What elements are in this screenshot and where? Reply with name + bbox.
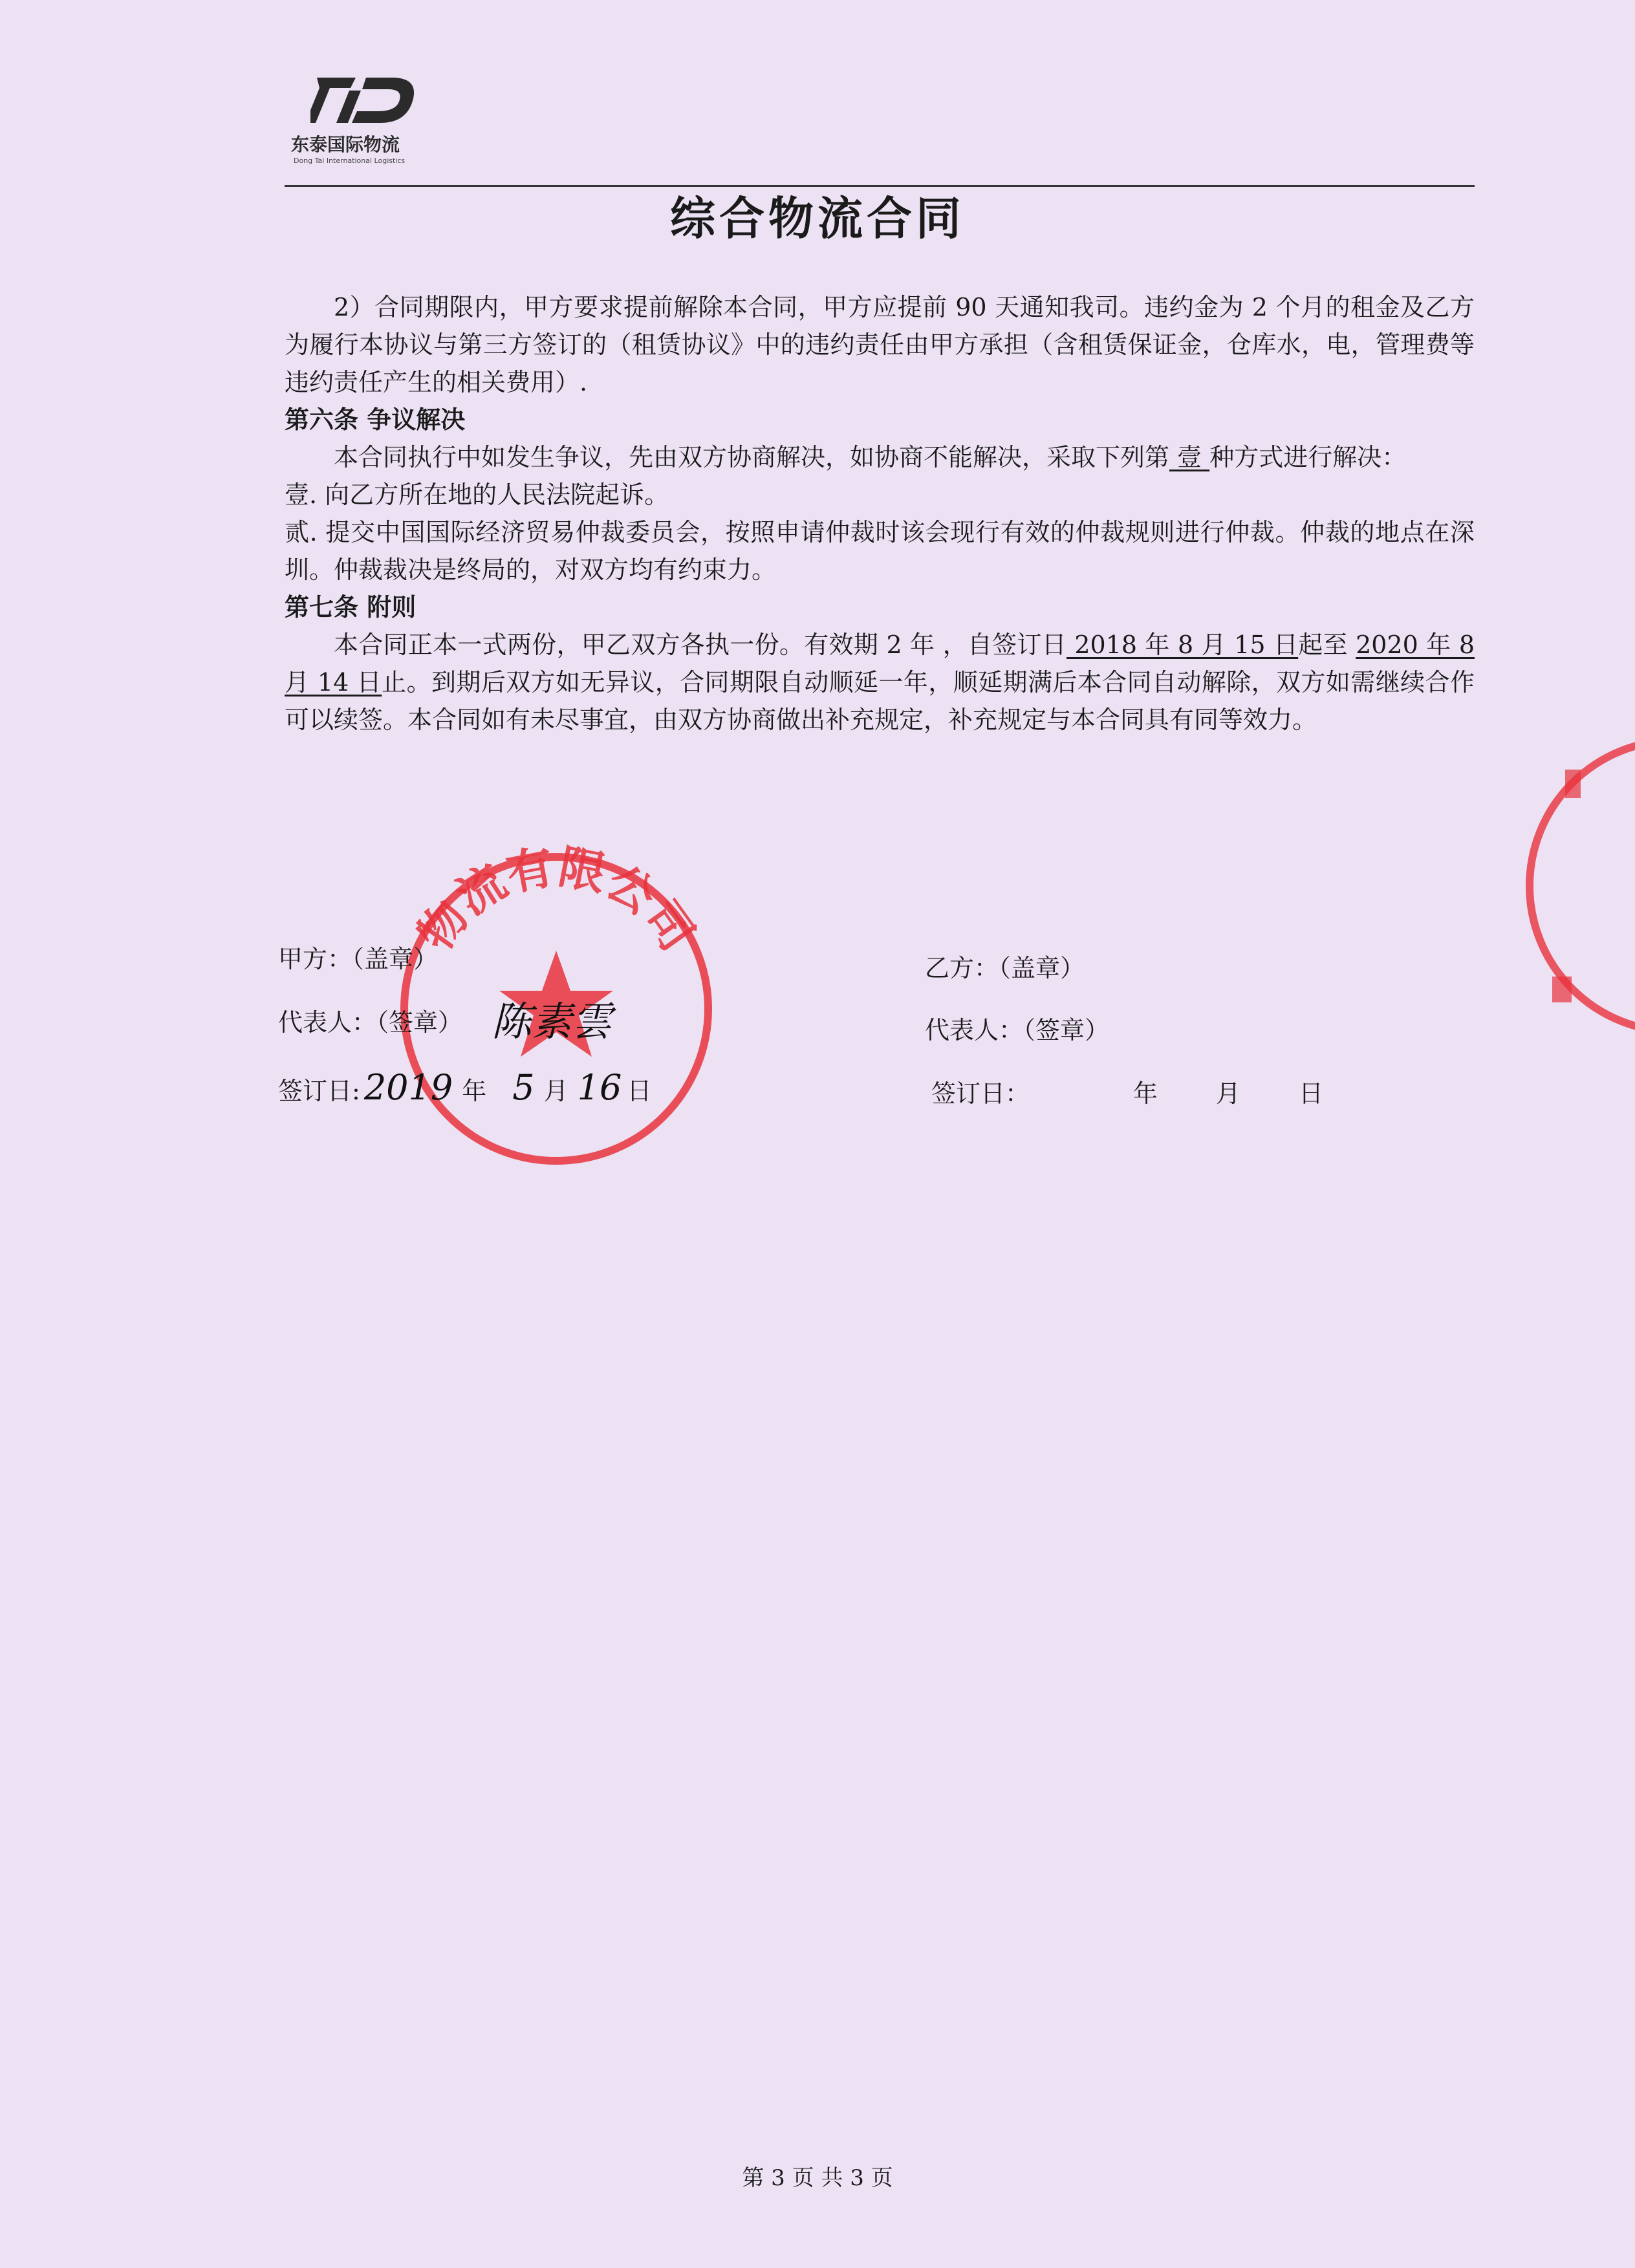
party-a-date-hand-day: 16 bbox=[577, 1067, 622, 1108]
clause6-heading: 第六条 争议解决 bbox=[285, 405, 466, 434]
clause6-option1: 壹. 向乙方所在地的人民法院起诉。 bbox=[285, 481, 669, 509]
clause6-intro bbox=[285, 438, 1475, 476]
party-b-date-year: 年 bbox=[1133, 1079, 1158, 1108]
logo-company-name-en: Dong Tai International Logistics bbox=[294, 157, 406, 165]
party-b-date-label: 签订日： bbox=[931, 1079, 1030, 1108]
clause7-text-b: 起至 bbox=[1298, 631, 1356, 659]
party-a-date-label: 签订日: bbox=[278, 1077, 360, 1105]
contract-body bbox=[285, 288, 1475, 739]
logo-company-name: 东泰国际物流 bbox=[291, 134, 400, 155]
clause5-item2: 2）合同期限内，甲方要求提前解除本合同，甲方应提前 90 天通知我司。违约金为 2 个月的租金及乙方为履行本协议与第三方签订的（租赁协议》中的违约责任由甲方承担（含租赁保证金，仓库水，电，管理费等违约责任产生的相关费用）. bbox=[285, 293, 1475, 396]
party-a-date-hand-month: 5 bbox=[512, 1067, 535, 1108]
party-b-date-day: 日 bbox=[1299, 1079, 1324, 1108]
party-a-date-month: 月 bbox=[543, 1077, 568, 1105]
clause7-start-date: 2018 年 8 月 15 日 bbox=[1067, 631, 1299, 659]
clause6-intro-text: 本合同执行中如发生争议，先由双方协商解决，如协商不能解决，采取下列第 bbox=[334, 443, 1170, 471]
party-a-date-day: 日 bbox=[627, 1077, 652, 1105]
party-a-rep-label: 代表人：（签章） bbox=[278, 1008, 463, 1037]
clause6-intro-text-end: 种方式进行解决： bbox=[1209, 443, 1407, 471]
clause7-text-a: 本合同正本一式两份，甲乙双方各执一份。有效期 2 年 ，自签订日 bbox=[334, 631, 1067, 659]
party-a-date bbox=[278, 1067, 651, 1108]
company-logo bbox=[291, 71, 433, 175]
party-b-rep-label: 代表人：（签章） bbox=[925, 1016, 1110, 1044]
clause6-option2: 贰. 提交中国国际经济贸易仲裁委员会，按照申请仲裁时该会现行有效的仲裁规则进行仲裁。仲裁的地点在深圳。仲裁裁决是终局的，对双方均有约束力。 bbox=[285, 518, 1475, 584]
party-a-label: 甲方：（盖章） bbox=[278, 945, 439, 973]
clause7-heading: 第七条 附则 bbox=[285, 593, 417, 621]
partial-seal-icon bbox=[1520, 718, 1635, 1054]
party-b-date bbox=[931, 1074, 1323, 1109]
page-number: 第 3 页 共 3 页 bbox=[742, 2165, 893, 2191]
seal-text: 物流有限公司 bbox=[407, 841, 706, 961]
logo-mark-icon bbox=[310, 71, 420, 128]
clause7-end-date: 2020 年 8 月 14 日 bbox=[285, 631, 1475, 697]
clause7-text bbox=[285, 626, 1475, 739]
document-title: 综合物流合同 bbox=[670, 192, 965, 245]
clause6-choice: 壹 bbox=[1169, 443, 1210, 471]
party-b-date-month: 月 bbox=[1216, 1079, 1241, 1108]
party-b-label: 乙方：（盖章） bbox=[925, 954, 1085, 982]
party-a-date-hand-year: 2019 bbox=[363, 1067, 453, 1108]
clause7-text-c: 止。到期后双方如无异议，合同期限自动顺延一年，顺延期满后本合同自动解除，双方如需继续合作可以续签。本合同如有未尽事宜，由双方协商做出补充规定，补充规定与本合同具有同等效力。 bbox=[285, 668, 1475, 734]
party-a-handwritten-signature: 陈素雲 bbox=[492, 998, 612, 1045]
party-a-date-year: 年 bbox=[462, 1077, 487, 1105]
